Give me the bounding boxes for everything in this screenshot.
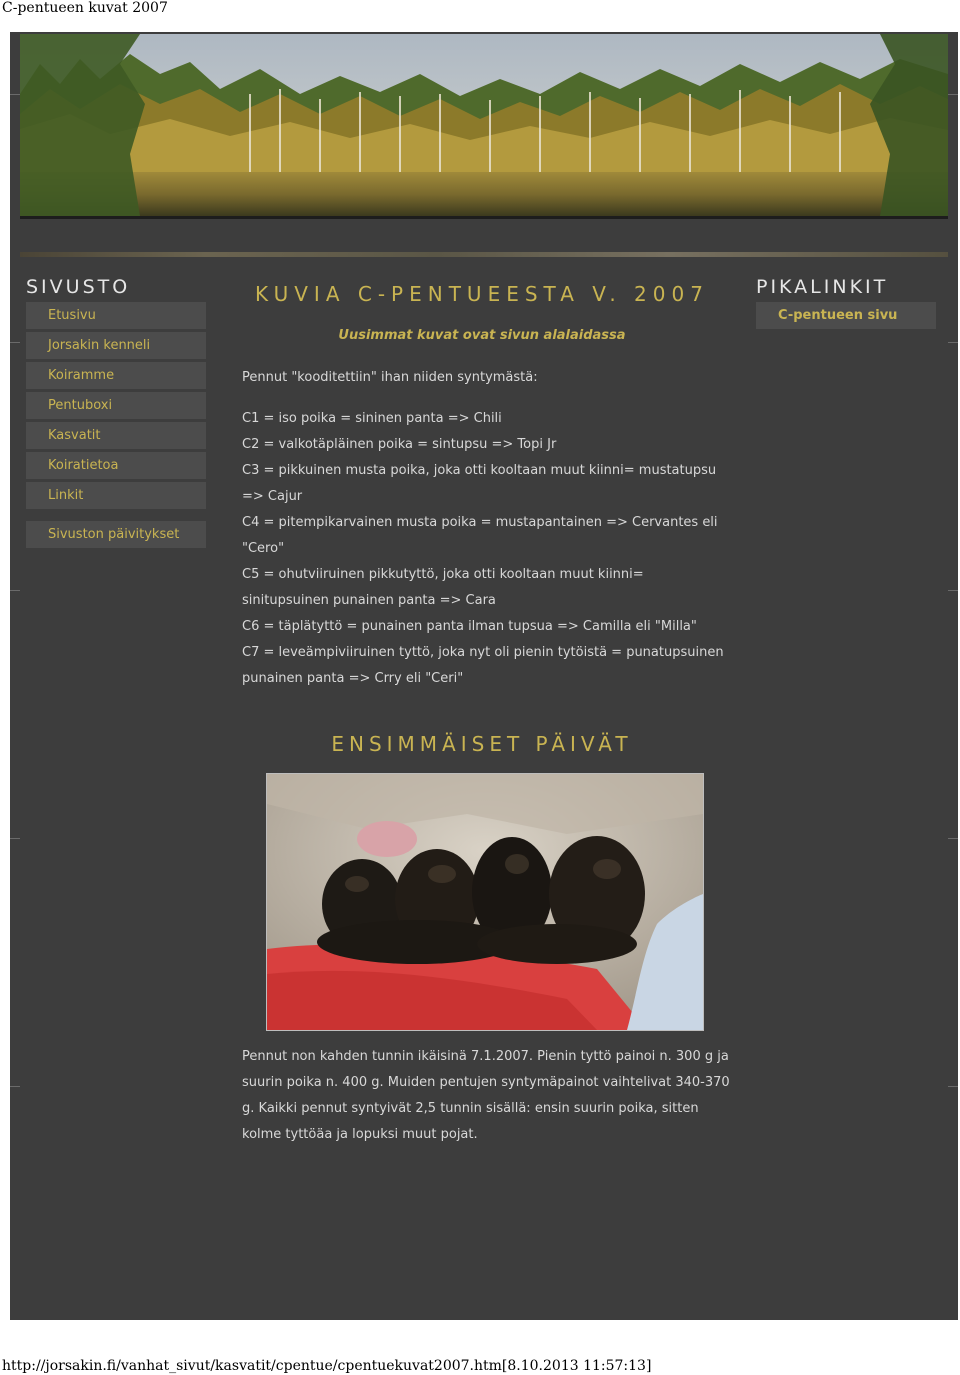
list-item: C6 = täplätyttö = punainen panta ilman tupsua => Camilla eli "Milla" bbox=[242, 619, 697, 634]
list-item: C5 = ohutviiruinen pikkutyttö, joka otti kooltaan muut kiinni= sinitupsuinen punainen panta => Cara bbox=[242, 567, 644, 608]
nav-item-pentuboxi[interactable]: Pentuboxi bbox=[26, 392, 206, 419]
sidebar-heading: SIVUSTO bbox=[26, 276, 131, 298]
page-subtitle: Uusimmat kuvat ovat sivun alalaidassa bbox=[338, 328, 626, 343]
nav-item-koiratietoa[interactable]: Koiratietoa bbox=[26, 452, 206, 479]
nav-item-etusivu[interactable]: Etusivu bbox=[26, 302, 206, 329]
banner-underline bbox=[20, 216, 948, 219]
list-item: C7 = leveämpiviiruinen tyttö, joka nyt oli pienin tytöistä = punatupsuinen punainen panta => Crry eli "Ceri" bbox=[242, 645, 724, 686]
list-item: C3 = pikkuinen musta poika, joka otti kooltaan muut kiinni= mustatupsu => Cajur bbox=[242, 463, 717, 504]
edge-tick bbox=[10, 590, 20, 591]
nav-item-sivuston-paivitykset[interactable]: Sivuston päivitykset bbox=[26, 521, 206, 548]
photo-newborn-puppies-icon bbox=[267, 774, 703, 1030]
list-item: C4 = pitempikarvainen musta poika = mustapantainen => Cervantes eli "Cero" bbox=[242, 515, 718, 556]
edge-tick bbox=[948, 1086, 958, 1087]
page-container bbox=[10, 32, 958, 1320]
nav-item-jorsakin-kenneli[interactable]: Jorsakin kenneli bbox=[26, 332, 206, 359]
document-title: C-pentueen kuvat 2007 bbox=[2, 0, 168, 16]
intro-paragraph: Pennut "kooditettiin" ihan niiden syntymästä: bbox=[242, 370, 538, 385]
caption-paragraph: Pennut non kahden tunnin ikäisinä 7.1.2007. Pienin tyttö painoi n. 300 g ja suurin poika n. 400 g. Muiden pentujen syntymäpainot vaihtelivat 340-370 g. Kaikki pennut syntyivät 2,5 tunnin sisällä: ensin suurin poika, sitten kolme tyttöäa ja lopuksi muut pojat. bbox=[242, 1049, 730, 1142]
edge-tick bbox=[948, 342, 958, 343]
edge-tick bbox=[10, 1086, 20, 1087]
sidebar-nav bbox=[26, 302, 206, 551]
edge-tick bbox=[10, 838, 20, 839]
intro-text bbox=[242, 365, 732, 391]
nav-item-kasvatit[interactable]: Kasvatit bbox=[26, 422, 206, 449]
list-item: C2 = valkotäpläinen poika = sintupsu => Topi Jr bbox=[242, 437, 557, 452]
decorative-strip bbox=[20, 252, 948, 257]
quicklink-c-pentueen-sivu[interactable]: C-pentueen sivu bbox=[756, 302, 936, 329]
quicklinks-heading: PIKALINKIT bbox=[756, 276, 889, 298]
header-banner-forest bbox=[20, 34, 948, 216]
nav-item-linkit[interactable]: Linkit bbox=[26, 482, 206, 509]
photo-caption bbox=[242, 1044, 732, 1148]
list-item: C1 = iso poika = sininen panta => Chili bbox=[242, 411, 502, 426]
document-footer-url: http://jorsakin.fi/vanhat_sivut/kasvatit/cpentue/cpentuekuvat2007.htm[8.10.2013 11:57:13] bbox=[2, 1358, 652, 1374]
newborn-puppies-photo bbox=[266, 773, 704, 1031]
nav-item-koiramme[interactable]: Koiramme bbox=[26, 362, 206, 389]
page-title: KUVIA C-PENTUEESTA V. 2007 bbox=[255, 282, 709, 306]
edge-tick bbox=[10, 94, 20, 95]
edge-tick bbox=[948, 590, 958, 591]
puppy-list bbox=[242, 406, 732, 692]
section-title-first-days: ENSIMMÄISET PÄIVÄT bbox=[331, 732, 633, 756]
edge-tick bbox=[10, 342, 20, 343]
edge-tick bbox=[948, 94, 958, 95]
forest-banner-image bbox=[20, 34, 948, 216]
edge-tick bbox=[948, 838, 958, 839]
